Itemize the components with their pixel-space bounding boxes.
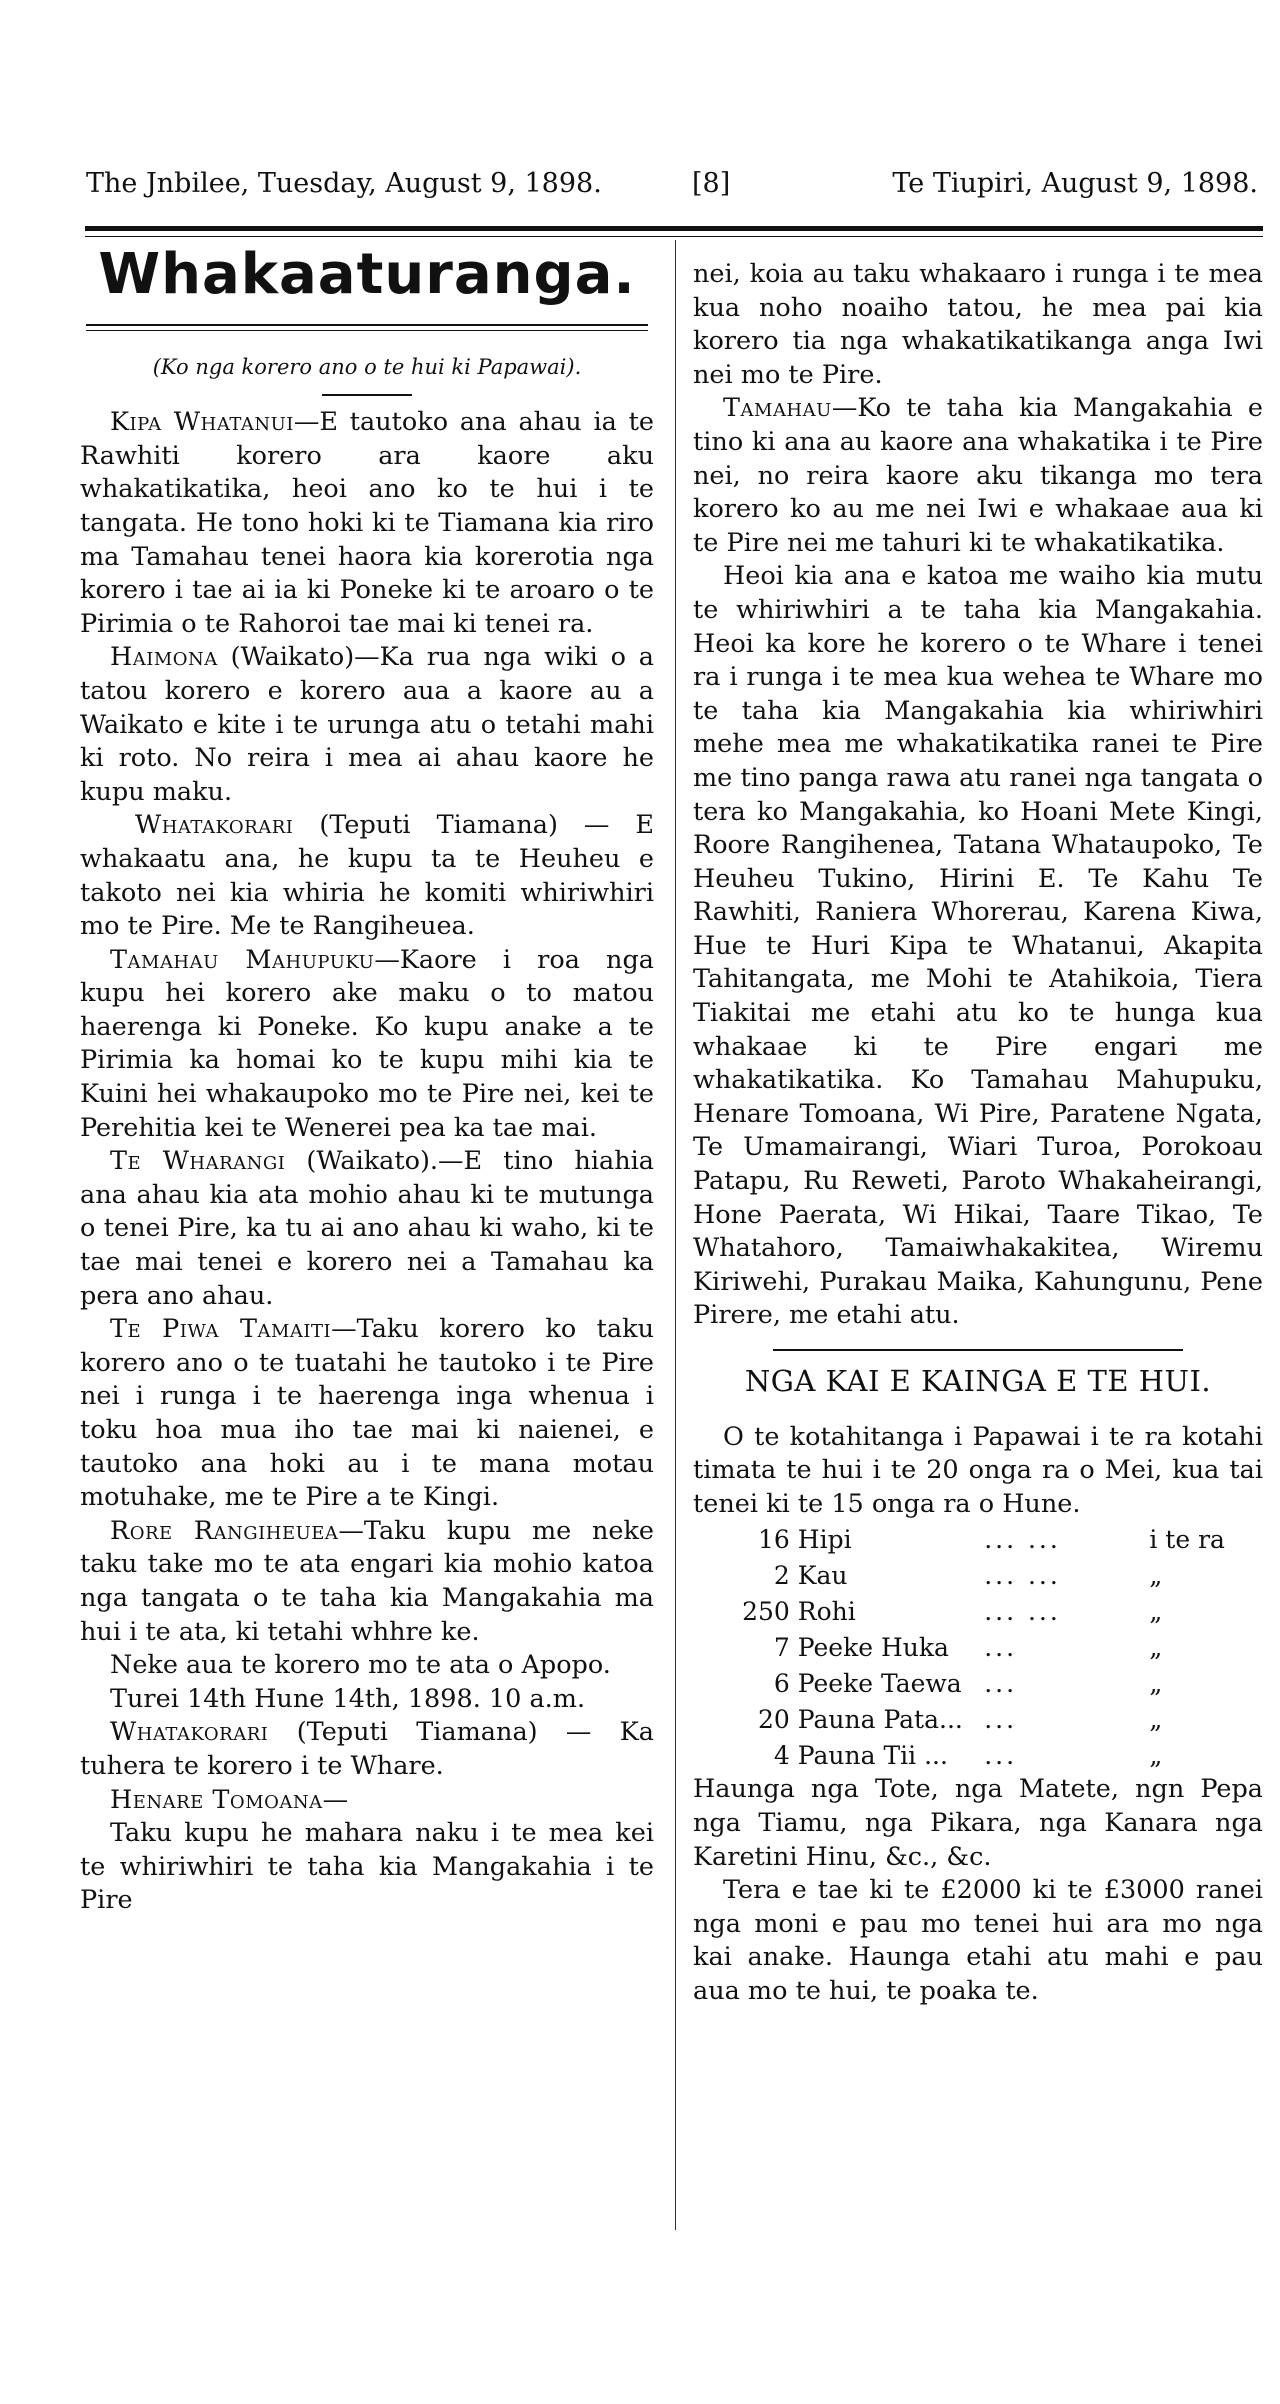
item-name: Pauna Pata... — [797, 1704, 963, 1734]
item-leader: ... — [984, 1704, 1018, 1734]
paragraph — [80, 1784, 654, 1818]
item-name: Pauna Tii ... — [797, 1740, 948, 1770]
item-rate: „ — [1149, 1632, 1163, 1662]
item-quantity: 20 — [757, 1704, 790, 1734]
item-name: Rohi — [797, 1596, 856, 1626]
header-left: The Jnbilee, Tuesday, August 9, 1898. — [86, 168, 602, 199]
item-rate: „ — [1149, 1740, 1163, 1770]
list-item — [723, 1737, 1263, 1773]
item-name: Peeke Taewa — [797, 1668, 962, 1698]
speaker-name: Tamahau — [723, 393, 832, 424]
paragraph-text: Turei 14th Hune 14th, 1898. 10 a.m. — [110, 1683, 586, 1714]
paragraph-text: —Kaore i roa nga kupu hei korero ake maku o to matou haerenga ki Poneke. Ko kupu anake a te Pirimia ka homai ko te kupu mihi kia te Kuini hei whakaupoko mo te Pire nei, kei te Perehitia kei te Wenerei pea ka tae mai. — [80, 944, 654, 1143]
header-rule — [85, 226, 1263, 231]
paragraph-text: —Taku kupu me neke taku take mo te ata engari kia mohio katoa nga tangata o te taha kia Mangakahia ma hui i te ata, ki tetahi whhre ke. — [80, 1515, 655, 1647]
item-quantity: 6 — [773, 1668, 790, 1698]
paragraph-text: —Ko te taha kia Mangakahia e tino ki ana au kaore ana whakatika i te Pire nei, no reira kaore aku tikanga mo tera korero ko au me nei Iwi e whakaae aua ki te Pire nei me tahuri ki te whakatikatika. — [693, 393, 1263, 558]
item-quantity: 2 — [773, 1560, 790, 1590]
item-name: Hipi — [797, 1524, 852, 1554]
paragraph — [80, 406, 654, 641]
header-right: Te Tiupiri, August 9, 1898. — [892, 168, 1258, 199]
paragraph — [80, 1515, 654, 1649]
left-column — [80, 242, 655, 1918]
item-rate: i te ra — [1149, 1524, 1225, 1554]
paragraph — [693, 392, 1263, 560]
paragraph: Haunga nga Tote, nga Matete, ngn Pepa nga Tiamu, nga Pikara, nga Kanara nga Karetini Hinu, &c., &c. — [693, 1774, 1263, 1872]
paragraph — [80, 641, 654, 809]
paragraph-text: (Waikato).—E tino hiahia ana ahau kia ata mohio ahau ki te mutunga o tenei Pire, ka tu ai ano ahau ki waho, ki te tae mai tenei e korero nei a Tamahau ka pera ano ahau. — [80, 1146, 654, 1311]
paragraph — [80, 809, 654, 943]
speaker-name: Te Piwa Tamaiti — [110, 1314, 332, 1345]
item-rate: „ — [1149, 1596, 1163, 1626]
paragraph — [80, 1145, 654, 1313]
paragraph-text: (Teputi Tiamana) — Ka tuhera te korero i te Whare. — [80, 1717, 654, 1781]
page-number: [8] — [692, 168, 731, 199]
subtitle: (Ko nga korero ano o te hui ki Papawai). — [152, 354, 582, 379]
item-quantity: 250 — [742, 1596, 790, 1626]
paragraph-text: —E tautoko ana ahau ia te Rawhiti korero ara kaore aku whakatikatika, heoi ano ko te hui i te tangata. He tono hoki ki te Tiamana kia riro ma Tamahau tenei haora kia korerotia nga korero i tae ai ia ki Poneke ki te aroaro o te Pirimia o te Rahoroi tae mai ki tenei ra. — [80, 407, 654, 639]
list-item — [723, 1593, 1263, 1629]
speaker-name: Kipa Whatanui — [110, 407, 294, 438]
subtitle-rule — [322, 394, 412, 396]
paragraph — [80, 1683, 654, 1717]
list-item — [723, 1701, 1263, 1737]
item-leader: ... ... — [984, 1560, 1061, 1590]
paragraph-text: Heoi kia ana e katoa me waiho kia mutu te whiriwhiri a te taha kia Mangakahia. Heoi ka kore he korero o te Whare i tenei ra i runga i te mea kua wehea te Whare mo te taha kia Mangakahia kia whiriwhiri mehe mea me whakatikatika ranei te Pire me tino panga rawa atu ranei nga tangata o tera ko Mangakahia, ko Hoani Mete Kingi, Roore Rangihenea, Tatana Whataupoko, Te Heuheu Tukino, Hirini E. Te Kahu Te Rawhiti, Raniera Whorerau, Karena Kiwa, Hue te Huri Kipa te Whatanui, Akapita Tahitangata, me Mohi te Atahikoia, Tiera Tiakitai me etahi atu ko te hunga kua whakaae ki te Pire engari me whakatikatika. Ko Tamahau Mahupuku, Henare Tomoana, Wi Pire, Paratene Ngata, Te Umamairangi, Wiari Turoa, Porokoau Patapu, Ru Reweti, Paroto Whakaheirangi, Hone Paerata, Wi Hikai, Taare Tikao, Te Whatahoro, Tamaiwhakakitea, Wiremu Kiriwehi, Purakau Maika, Kahungunu, Pene Pirere, me etahi atu. — [693, 561, 1263, 1331]
speaker-name: Te Wharangi — [110, 1146, 286, 1177]
paragraph-text: nei, koia au taku whakaaro i runga i te mea kua noho noaiho tatou, he mea pai kia korero tia nga whakatikatikanga anga Iwi nei mo te Pire. — [693, 259, 1263, 390]
title-double-rule — [86, 324, 648, 331]
speaker-name: Tamahau Mahupuku — [110, 944, 375, 975]
speaker-name: Henare Tomoana — [110, 1784, 323, 1815]
item-rate: „ — [1149, 1704, 1163, 1734]
item-leader: ... ... — [984, 1524, 1061, 1554]
item-quantity: 7 — [773, 1632, 790, 1662]
paragraph — [80, 944, 654, 1146]
item-rate: „ — [1149, 1668, 1163, 1698]
header-rule-thin — [85, 236, 1263, 237]
paragraph — [80, 1716, 654, 1783]
item-leader: ... — [984, 1632, 1018, 1662]
list-item — [723, 1665, 1263, 1701]
section-rule — [773, 1349, 1183, 1351]
list-item — [723, 1557, 1263, 1593]
speaker-name: Whatakorari — [135, 810, 294, 841]
list-item — [723, 1521, 1263, 1557]
column-divider — [675, 240, 676, 2230]
food-list — [723, 1521, 1263, 1773]
speaker-name: Rore Rangiheuea — [110, 1515, 339, 1546]
paragraph — [80, 1313, 654, 1515]
item-quantity: 4 — [773, 1740, 790, 1770]
list-item — [723, 1629, 1263, 1665]
paragraph — [693, 258, 1263, 392]
paragraph-text: — — [322, 1784, 349, 1815]
paragraph-text: —Taku korero ko taku korero ano o te tuatahi he tautoko i te Pire nei i runga i te haerenga inga whenua i toku hoa mua iho tae mai ki naienei, e tautoko ana hoki au i te mana motau motuhake, me te Pire a te Kingi. — [80, 1314, 654, 1513]
section-title: NGA KAI E KAINGA E TE HUI. — [744, 1364, 1212, 1398]
item-name: Kau — [797, 1560, 848, 1590]
page-title: Whakaaturanga. — [98, 242, 636, 307]
item-leader: ... ... — [984, 1596, 1061, 1626]
item-rate: „ — [1149, 1560, 1163, 1590]
section-intro: O te kotahitanga i Papawai i te ra kotahi timata te hui i te 20 onga ra o Mei, kua tai tenei ki te 15 onga ra o Hune. — [693, 1421, 1263, 1519]
paragraph — [80, 1649, 654, 1683]
paragraph-text: (Waikato)—Ka rua nga wiki o a tatou korero e korero aua a kaore au a Waikato e kite i te urunga atu o tetahi mahi ki roto. No reira i mea ai ahau kaore he kupu maku. — [80, 642, 654, 807]
paragraph-text: (Teputi Tiamana) — E whakaatu ana, he kupu ta te Heuheu e takoto nei kia whiria he komiti whiriwhiri mo te Pire. Me te Rangiheuea. — [80, 810, 654, 942]
paragraph: Tera e tae ki te £2000 ki te £3000 ranei nga moni e pau mo tenei hui ara mo nga kai anake. Haunga etahi atu mahi e pau aua mo te hui, te poaka te. — [693, 1875, 1263, 2006]
paragraph — [693, 560, 1263, 1333]
speaker-name: Whatakorari — [110, 1717, 269, 1748]
paragraph — [80, 1817, 654, 1918]
item-leader: ... — [984, 1740, 1018, 1770]
right-column — [693, 258, 1263, 2009]
speaker-name: Haimona — [110, 642, 218, 673]
item-leader: ... — [984, 1668, 1018, 1698]
paragraph-text: Neke aua te korero mo te ata o Apopo. — [110, 1650, 611, 1681]
item-quantity: 16 — [757, 1524, 790, 1554]
item-name: Peeke Huka — [797, 1632, 949, 1662]
paragraph-text: Taku kupu he mahara naku i te mea kei te whiriwhiri te taha kia Mangakahia i te Pire — [80, 1818, 654, 1916]
